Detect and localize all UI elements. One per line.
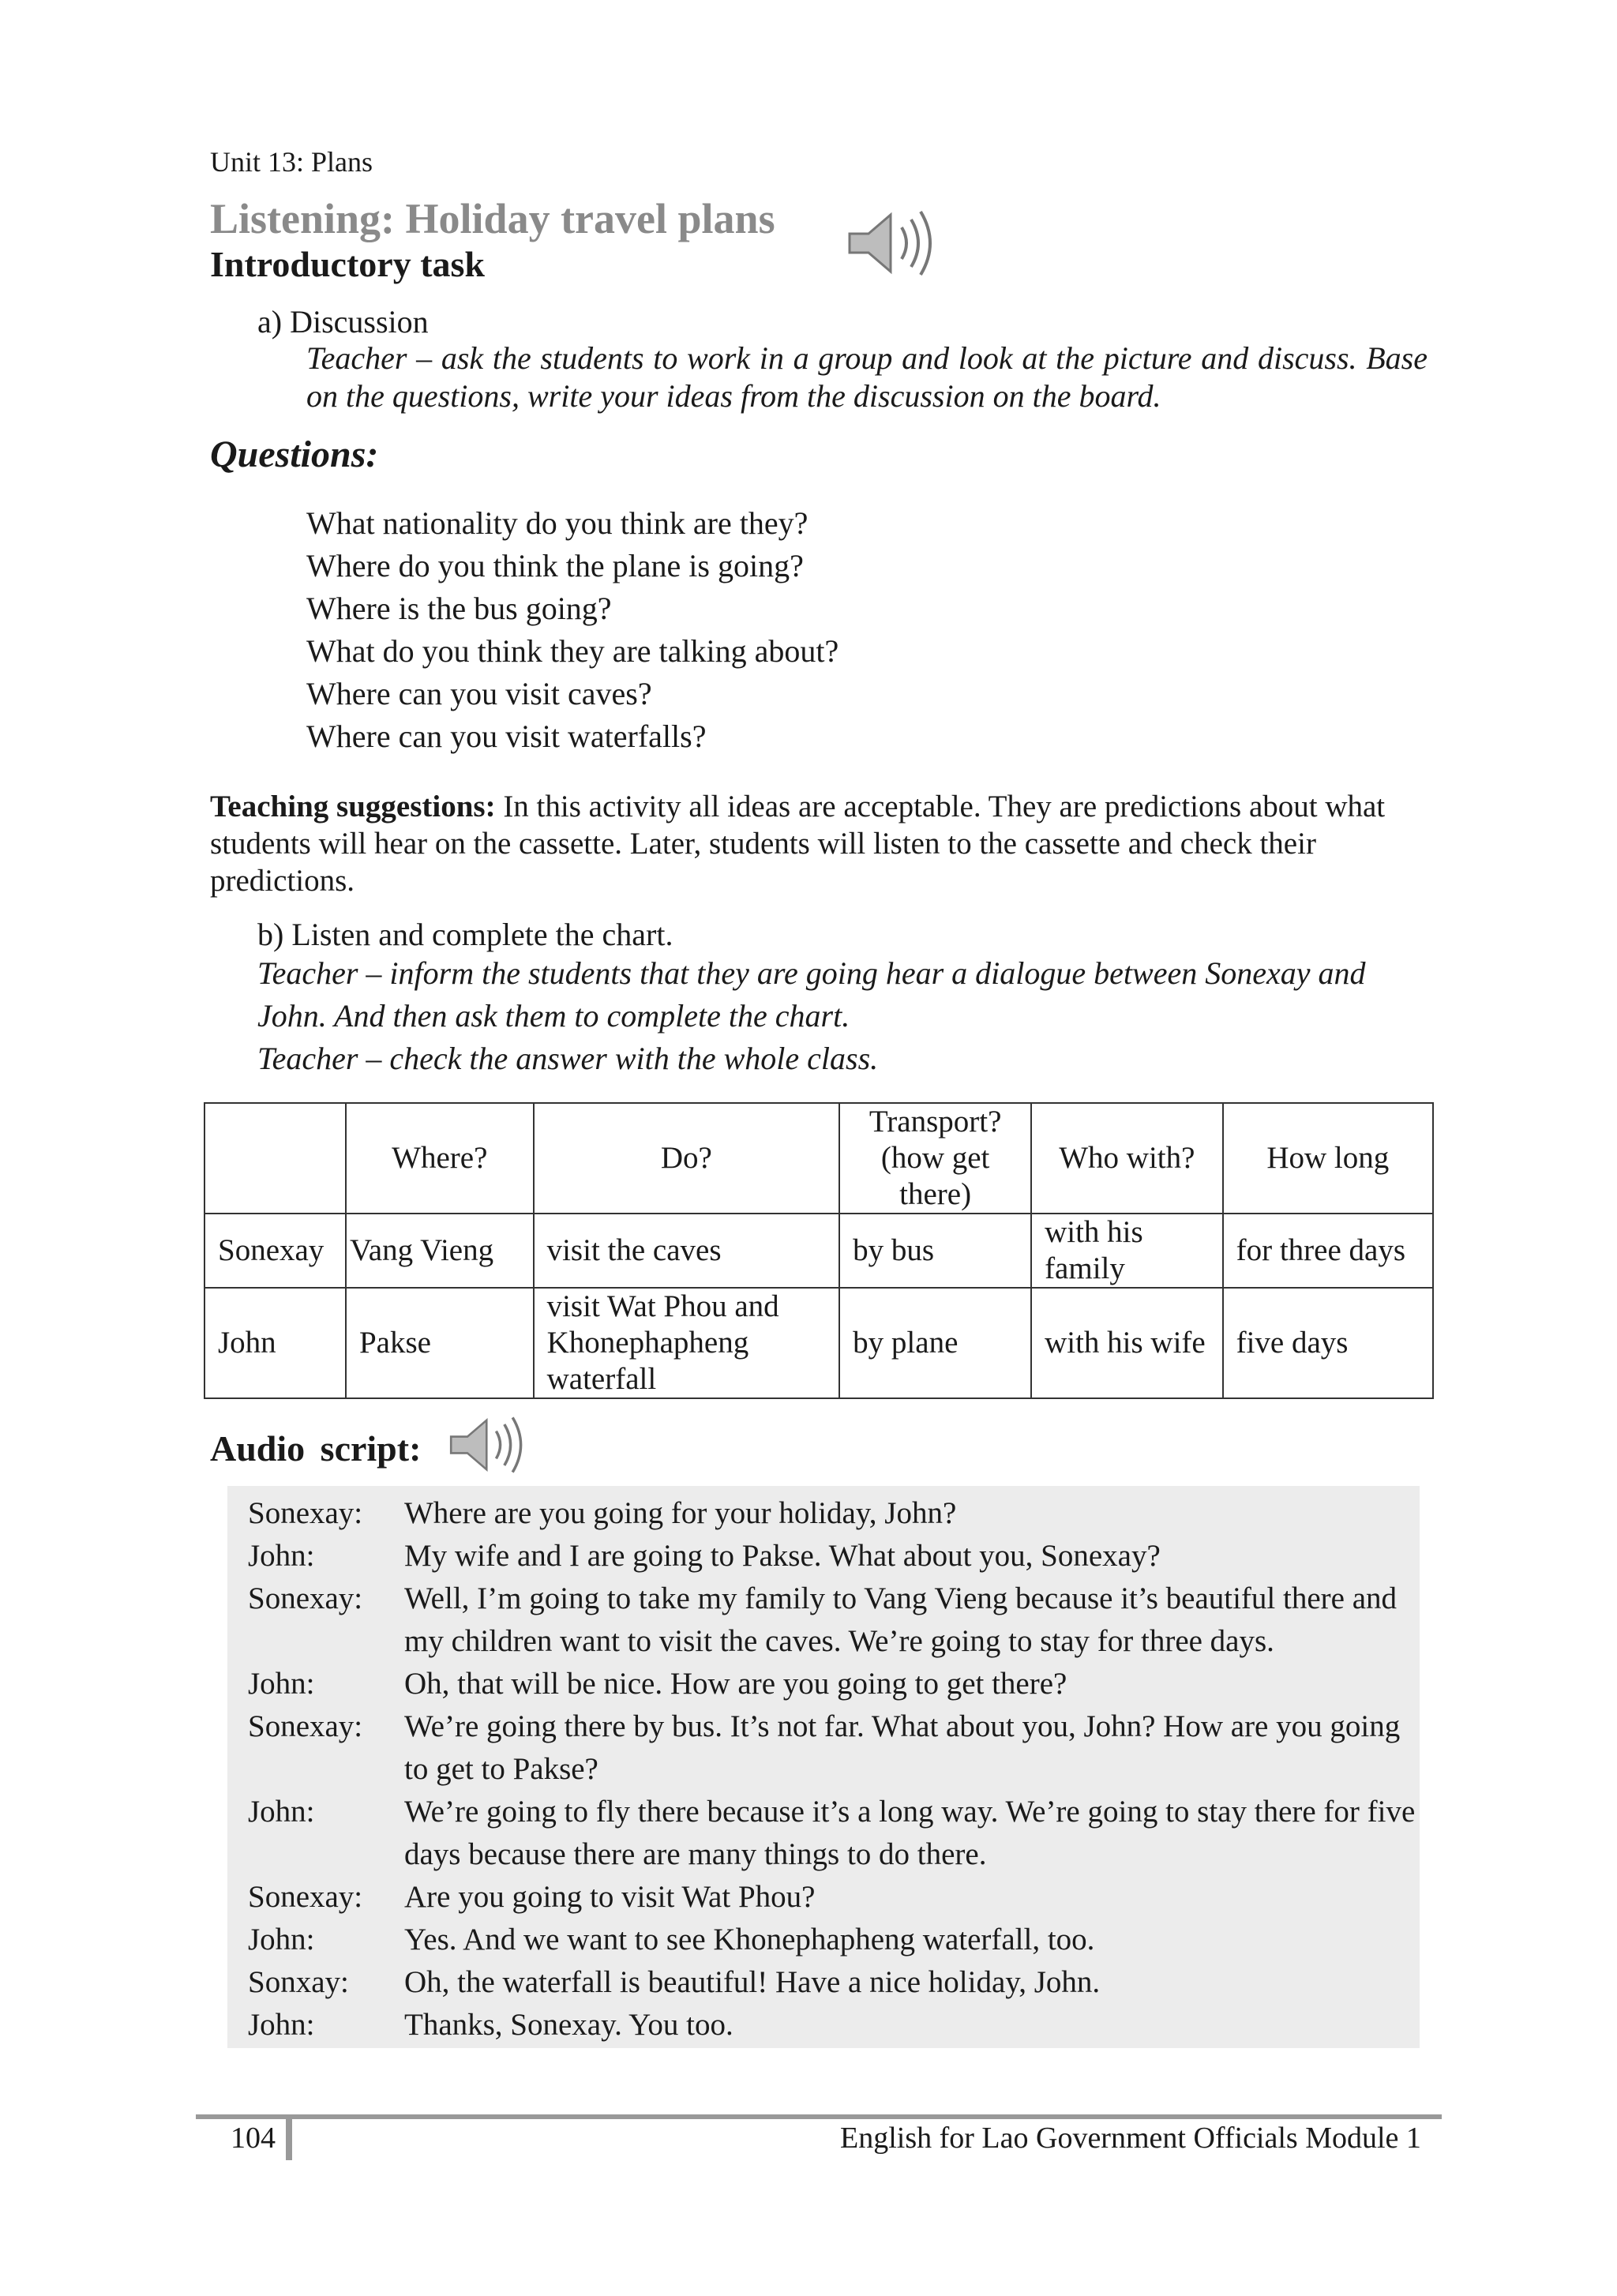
script-text: Thanks, Sonexay. You too. [404,2008,733,2042]
table-cell: five days [1223,1288,1433,1398]
table-cell: by plane [839,1288,1031,1398]
plans-chart [204,1102,1434,1399]
question-item: Where can you visit waterfalls? [306,718,707,754]
question-item: What do you think they are talking about? [306,633,839,669]
task-a-instruction: Teacher – ask the students to work in a group and look at the picture and discuss. Base on the questions, write your ideas from the discussion on the board. [306,340,1428,414]
script-line [248,1578,1416,1663]
script-speaker: Sonexay: [248,1496,363,1530]
script-text: Yes. And we want to see Khonephapheng waterfall, too. [404,1923,1095,1956]
script-speaker: Sonexay: [248,1709,363,1743]
table-row [204,1288,1433,1398]
script-text: Are you going to visit Wat Phou? [404,1880,816,1914]
table-cell: visit the caves [534,1214,840,1288]
audio-script-heading: Audio script: [210,1428,422,1469]
table-row [204,1214,1433,1288]
question-item: What nationality do you think are they? [306,505,808,541]
table-header-cell: Who with? [1031,1103,1223,1214]
unit-label: Unit 13: Plans [210,146,373,178]
script-speaker: John: [248,1923,315,1956]
speaker-icon [845,204,940,283]
script-speaker: John: [248,1795,315,1829]
teaching-suggestions [210,788,1394,899]
table-cell: Vang Vieng [346,1214,534,1288]
script-line [248,1961,1416,2004]
section-subtitle: Introductory task [210,244,486,284]
suggestions-label: Teaching suggestions: [210,790,496,823]
script-line [248,1791,1416,1876]
script-text: We’re going there by bus. It’s not far. What about you, John? How are you going to get to Pakse? [404,1709,1401,1786]
script-text: We’re going to fly there because it’s a long way. We’re going to stay there for five days because there are many things to do there. [404,1795,1416,1871]
script-text: Oh, the waterfall is beautiful! Have a nice holiday, John. [404,1965,1101,1999]
task-b-line: Teacher – inform the students that they are going hear a dialogue between Sonexay and [257,955,1366,991]
script-text: My wife and I are going to Pakse. What about you, Sonexay? [404,1539,1161,1573]
audio-script [248,1492,1416,2047]
script-speaker: Sonexay: [248,1880,363,1914]
script-line [248,1705,1416,1791]
speaker-icon [447,1410,529,1480]
script-speaker: John: [248,1667,315,1701]
questions-heading: Questions: [210,433,379,475]
footer-rule [196,2114,1442,2119]
table-header-cell [204,1103,346,1214]
script-text: Where are you going for your holiday, John? [404,1496,957,1530]
question-item: Where can you visit caves? [306,676,652,711]
page-number: 104 [231,2122,276,2155]
script-speaker: Sonexay: [248,1581,363,1615]
footer-divider [286,2119,292,2160]
table-cell: John [204,1288,346,1398]
script-text: Oh, that will be nice. How are you going to get there? [404,1667,1067,1701]
script-line [248,1492,1416,1535]
book-title: English for Lao Government Officials Module 1 [840,2122,1421,2155]
suggestions-text: In this activity all ideas are acceptable. They are predictions about what students will hear on the cassette. Later, students will listen to the cassette and check their predictions. [210,790,1386,898]
table-header-row [204,1103,1433,1214]
script-line [248,1876,1416,1919]
questions-list [306,502,839,758]
question-item: Where is the bus going? [306,591,612,626]
table-cell: visit Wat Phou and Khonephapheng waterfall [534,1288,840,1398]
task-b-label: b) Listen and complete the chart. [257,917,673,952]
table-header-cell: How long [1223,1103,1433,1214]
task-b-line: John. And then ask them to complete the chart. [257,998,850,1034]
page-title: Listening: Holiday travel plans [210,195,775,242]
table-cell: with his family [1031,1214,1223,1288]
table-cell: by bus [839,1214,1031,1288]
table-cell: for three days [1223,1214,1433,1288]
task-b-instruction [257,952,1442,1080]
script-line [248,1663,1416,1705]
script-line [248,2004,1416,2047]
question-item: Where do you think the plane is going? [306,548,804,583]
script-line [248,1535,1416,1578]
task-b-line: Teacher – check the answer with the whole class. [257,1041,879,1076]
table-cell: Pakse [346,1288,534,1398]
script-speaker: John: [248,1539,315,1573]
script-line [248,1919,1416,1961]
table-header-cell: Transport? (how get there) [839,1103,1031,1214]
task-a-label: a) Discussion [257,304,429,340]
table-cell: with his wife [1031,1288,1223,1398]
table-header-cell: Where? [346,1103,534,1214]
table-cell: Sonexay [204,1214,346,1288]
script-text: Well, I’m going to take my family to Vang Vieng because it’s beautiful there and my children want to visit the caves. We’re going to stay for three days. [404,1581,1398,1658]
table-header-cell: Do? [534,1103,840,1214]
script-speaker: Sonxay: [248,1965,349,1999]
script-speaker: John: [248,2008,315,2042]
